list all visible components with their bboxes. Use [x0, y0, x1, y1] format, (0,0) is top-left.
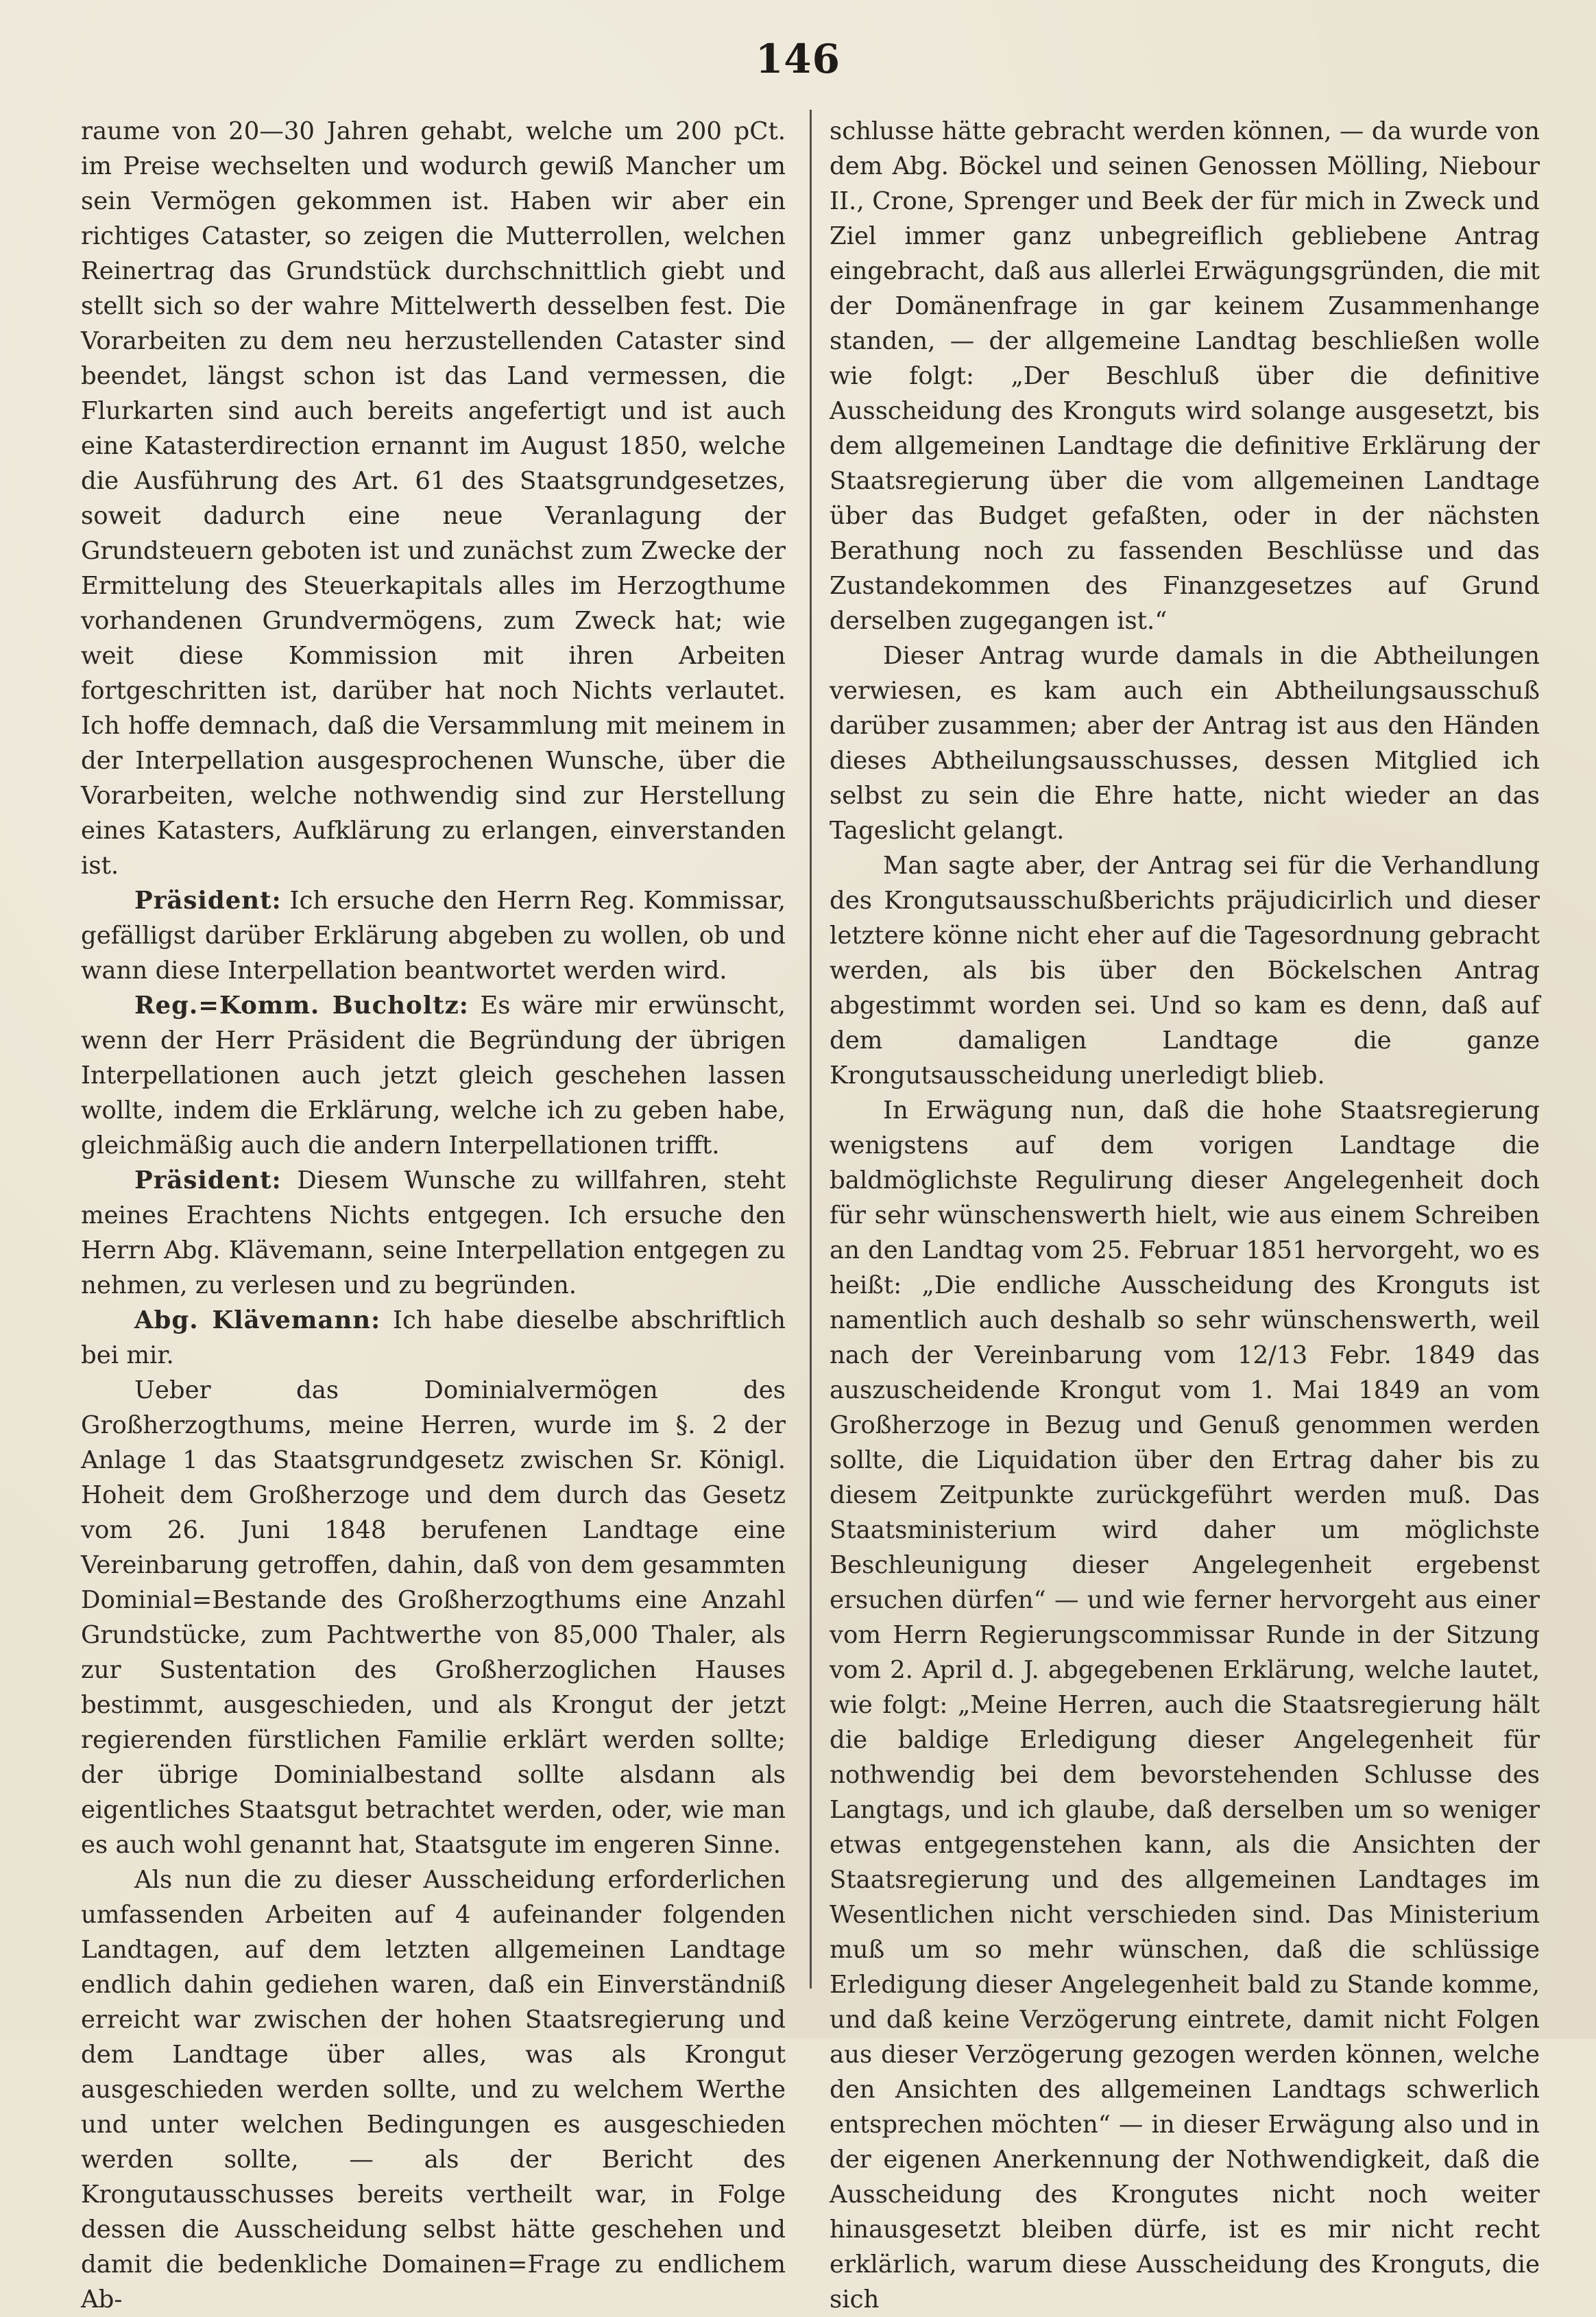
- right-paragraph-3: Man sagte aber, der Antrag sei für die Verhandlung des Krongutsausschußberichts präjudicirlich und dieser letztere könne nicht eher auf die Tagesordnung gebracht werden, als bis über den Böckelschen Antrag abgestimmt worden sei. Und so kam es denn, daß auf dem damaligen Landtage die ganze Krongutsausscheidung unerledigt blieb.: [830, 852, 1540, 1090]
- speech-text: Ich ersuche den Herrn Reg. Kommissar, gefälligst darüber Erklärung abgeben zu wollen, ob und wann diese Interpellation beantwortet werden wird.: [81, 887, 786, 985]
- speech-text: Es wäre mir erwünscht, wenn der Herr Präsident die Begründung der übrigen Interpellationen auch jetzt gleich geschehen lassen wollte, indem die Erklärung, welche ich zu geben habe, gleichmäßig auch die andern Interpellationen trifft.: [81, 992, 786, 1160]
- left-paragraph-4: [81, 1163, 786, 1303]
- left-paragraph-7: Als nun die zu dieser Ausscheidung erforderlichen umfassenden Arbeiten auf 4 aufeinander folgenden Landtagen, auf dem letzten allgemeinen Landtage endlich dahin gediehen waren, daß ein Einverständniß erreicht war zwischen der hohen Staatsregierung und dem Landtage über alles, was als Krongut ausgeschieden werden sollte, und zu welchem Werthe und unter welchen Bedingungen es ausgeschieden werden sollte, — als der Bericht des Krongutausschusses bereits vertheilt war, in Folge dessen die Ausscheidung selbst hätte geschehen und damit die bedenkliche Domainen=Frage zu endlichem Ab-: [81, 1866, 786, 2314]
- speaker-name: Präsident:: [134, 887, 282, 915]
- left-paragraph-1: raume von 20—30 Jahren gehabt, welche um 200 pCt. im Preise wechselten und wodurch gewiß Mancher um sein Vermögen gekommen ist. Haben wir aber ein richtiges Cataster, so zeigen die Mutterrollen, welchen Reinertrag das Grundstück durchschnittlich giebt und stellt sich so der wahre Mittelwerth desselben fest. Die Vorarbeiten zu dem neu herzustellenden Cataster sind beendet, längst schon ist das Land vermessen, die Flurkarten sind auch bereits angefertigt und ist auch eine Katasterdirection ernannt im August 1850, welche die Ausführung des Art. 61 des Staatsgrundgesetzes, soweit dadurch eine neue Veranlagung der Grundsteuern geboten ist und zunächst zum Zwecke der Ermittelung des Steuerkapitals alles im Herzogthume vorhandenen Grundvermögens, zum Zweck hat; wie weit diese Kommission mit ihren Arbeiten fortgeschritten ist, darüber hat noch Nichts verlautet. Ich hoffe demnach, daß die Versammlung mit meinem in der Interpellation ausgesprochenen Wunsche, über die Vorarbeiten, welche nothwendig sind zur Herstellung eines Katasters, Aufklärung zu erlangen, einverstanden ist.: [81, 117, 786, 880]
- speaker-name: Abg. Klävemann:: [134, 1306, 381, 1334]
- left-paragraph-6: Ueber das Dominialvermögen des Großherzogthums, meine Herren, wurde im §. 2 der Anlage 1 das Staatsgrundgesetz zwischen Sr. Königl. Hoheit dem Großherzoge und dem durch das Gesetz vom 26. Juni 1848 berufenen Landtage eine Vereinbarung getroffen, dahin, daß von dem gesammten Dominial=Bestande des Großherzogthums eine Anzahl Grundstücke, zum Pachtwerthe von 85,000 Thaler, als zur Sustentation des Großherzoglichen Hauses bestimmt, ausgeschieden, und als Krongut der jetzt regierenden fürstlichen Familie erklärt werden sollte; der übrige Dominialbestand sollte alsdann als eigentliches Staatsgut betrachtet werden, oder, wie man es auch wohl genannt hat, Staatsgute im engeren Sinne.: [81, 1376, 786, 1859]
- left-paragraph-2: [81, 883, 786, 988]
- left-paragraph-5: [81, 1303, 786, 1373]
- speaker-name: Präsident:: [134, 1166, 282, 1194]
- column-divider: [810, 110, 812, 1989]
- speaker-name: Reg.=Komm. Bucholtz:: [134, 992, 469, 1020]
- left-paragraph-3: [81, 988, 786, 1163]
- right-column: [830, 114, 1540, 2314]
- page-number: 146: [755, 36, 841, 82]
- speech-text: Ich habe dieselbe abschriftlich bei mir.: [81, 1306, 786, 1369]
- right-paragraph-1: schlusse hätte gebracht werden können, — da wurde von dem Abg. Böckel und seinen Genossen Mölling, Niebour II., Crone, Sprenger und Beek der für mich in Zweck und Ziel immer ganz unbegreiflich gebliebene Antrag eingebracht, daß aus allerlei Erwägungsgründen, die mit der Domänenfrage in gar keinem Zusammenhange standen, — der allgemeine Landtag beschließen wolle wie folgt: „Der Beschluß über die definitive Ausscheidung des Kronguts wird solange ausgesetzt, bis dem allgemeinen Landtage die definitive Erklärung der Staatsregierung über die vom allgemeinen Landtage über das Budget gefaßten, oder in der nächsten Berathung noch zu fassenden Beschlüsse und das Zustandekommen des Finanzgesetzes auf Grund derselben zugegangen ist.“: [830, 117, 1540, 635]
- left-column: [81, 114, 786, 2314]
- speech-text: Diesem Wunsche zu willfahren, steht meines Erachtens Nichts entgegen. Ich ersuche den Herrn Abg. Klävemann, seine Interpellation entgegen zu nehmen, zu verlesen und zu begründen.: [81, 1166, 786, 1299]
- right-paragraph-4: In Erwägung nun, daß die hohe Staatsregierung wenigstens auf dem vorigen Landtage die baldmöglichste Regulirung dieser Angelegenheit doch für sehr wünschenswerth hielt, wie aus einem Schreiben an den Landtag vom 25. Februar 1851 hervorgeht, wo es heißt: „Die endliche Ausscheidung des Kronguts ist namentlich auch deshalb so sehr wünschenswerth, weil nach der Vereinbarung vom 12/13 Febr. 1849 das auszuscheidende Krongut vom 1. Mai 1849 an vom Großherzoge in Bezug und Genuß genommen werden sollte, die Liquidation über den Ertrag daher bis zu diesem Zeitpunkte zurückgeführt werden muß. Das Staatsministerium wird daher um möglichste Beschleunigung dieser Angelegenheit ergebenst ersuchen dürfen“ — und wie ferner hervorgeht aus einer vom Herrn Regierungscommissar Runde in der Sitzung vom 2. April d. J. abgegebenen Erklärung, welche lautet, wie folgt: „Meine Herren, auch die Staatsregierung hält die baldige Erledigung dieser Angelegenheit für nothwendig bei dem bevorstehenden Schlusse des Langtags, und ich glaube, daß derselben um so weniger etwas entgegenstehen kann, als die Ansichten der Staatsregierung und des allgemeinen Landtages im Wesentlichen nicht verschieden sind. Das Ministerium muß um so mehr wünschen, daß die schlüssige Erledigung dieser Angelegenheit bald zu Stande komme, und daß keine Verzögerung eintrete, damit nicht Folgen aus dieser Verzögerung gezogen werden können, welche den Ansichten des allgemeinen Landtags schwerlich entsprechen möchten“ — in dieser Erwägung also und in der eigenen Anerkennung der Nothwendigkeit, daß die Ausscheidung des Krongutes nicht noch weiter hinausgesetzt bleiben dürfe, ist es mir nicht recht erklärlich, warum diese Ausscheidung des Kronguts, die sich: [830, 1096, 1540, 2314]
- right-paragraph-2: Dieser Antrag wurde damals in die Abtheilungen verwiesen, es kam auch ein Abtheilungsausschuß darüber zusammen; aber der Antrag ist aus den Händen dieses Abtheilungsausschusses, dessen Mitglied ich selbst zu sein die Ehre hatte, nicht wieder an das Tageslicht gelangt.: [830, 642, 1540, 845]
